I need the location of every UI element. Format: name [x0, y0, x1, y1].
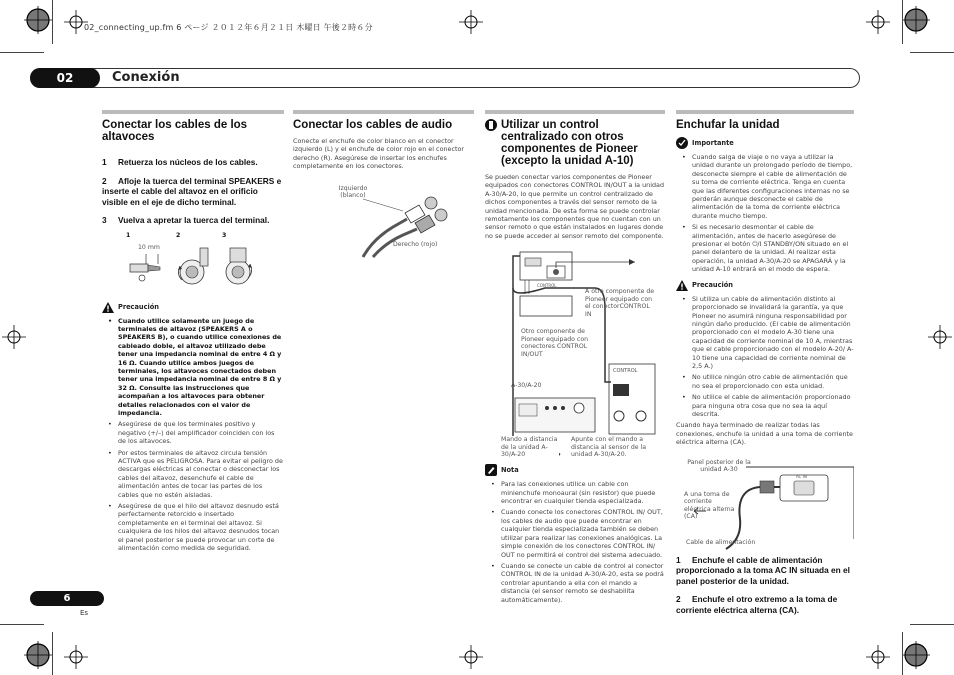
- step-2: 2 Enchufe el otro extremo a la toma de corriente eléctrica alterna (CA).: [676, 594, 838, 615]
- section-speaker-cables: [102, 110, 284, 555]
- fig-label-2: 2: [176, 231, 181, 239]
- section-bar: [485, 110, 665, 114]
- important-icon: [676, 137, 688, 149]
- list-item: • Cuando utilice solamente un juego de terminales de altavoz (SPEAKERS A o SPEAKERS B), o cuando utilice conexiones de cableado doble, el altavoz utilizado debe tener una impedancia nominal de entre 4 Ω y 16 Ω. Cuando utilice ambos juegos de terminales, los altavoces conectados deben tener una impedancia nominal de entre 8 Ω y 32 Ω. Consulte las instrucciones que acompañan a los altavoces para obtener detalles relacionados con el valor de impedancia.: [108, 317, 284, 418]
- caution-heading: Precaución: [102, 302, 284, 313]
- list-item: • Si es necesario desmontar el cable de alimentación, antes de hacerlo asegúrese de presionar el botón ⏻/I STANDBY/ON situado en el panel delantero de la unidad. Al realizar esta operación, la unidad A-30/A-20 se APAGARÁ y la unidad A-10 entrará en el modo de espera.: [682, 223, 854, 273]
- list-item: • Para las conexiones utilice un cable con minienchufe monoaural (sin resistor) que puede encontrar en cualquier tienda especializada.: [491, 480, 665, 505]
- label-power-cable: Cable de alimentación: [686, 538, 756, 546]
- registration-mark-top-left: [24, 6, 52, 34]
- note-icon: [485, 464, 497, 476]
- label-other-component: A otro componente de Pioneer equipado con el conectorCONTROL IN: [585, 288, 655, 318]
- note-heading: Nota: [485, 464, 665, 476]
- remote-control-icon: [485, 119, 497, 131]
- speaker-terminal-illustration: [102, 231, 284, 296]
- crosshair-bottom-left: [64, 645, 88, 669]
- step-2: 2 Afloje la tuerca del terminal SPEAKERS e inserte el cable del altavoz en el orificio visible en el eje de dicho terminal.: [102, 175, 282, 207]
- section-title: Conectar los cables de los altavoces: [102, 119, 248, 143]
- label-ac-in: AC IN: [796, 473, 807, 479]
- fig-label-10mm: 10 mm: [138, 243, 160, 251]
- label-control-panel: CONTROL: [613, 368, 638, 375]
- section-bar: [676, 110, 854, 114]
- page-number: 6: [30, 591, 104, 606]
- rca-plug-illustration: [293, 179, 474, 259]
- list-item: • No utilice el cable de alimentación proporcionado para ninguna otra cosa que no sea la aquí descrita.: [682, 393, 854, 418]
- crop-line: [910, 624, 954, 625]
- list-item: • Asegúrese de que los terminales positivo y negativo (+/–) del amplificador coinciden con los de los altavoces.: [108, 420, 284, 445]
- warning-icon: [102, 302, 114, 313]
- label-aim-remote: Apunte con el mando a distancia al sensor de la unidad A-30/A-20.: [571, 436, 661, 459]
- section-audio-cables: [293, 110, 474, 259]
- crosshair-bottom-center: [459, 645, 483, 669]
- audio-plug-figure: [293, 179, 474, 259]
- section-title: Enchufar la unidad: [676, 119, 780, 131]
- list-item: • Cuando conecte los conectores CONTROL IN/ OUT, los cables de audio que puede encontrar en cualquier tienda especializada también se deben utilizar para realizar las conexiones analógicas. La simple conexión de los conectores CONTROL IN/ OUT no permitirá el control del sistema adecuado.: [491, 508, 665, 558]
- label-left-white: Izquierdo (blanco): [338, 184, 368, 200]
- section-body: Se pueden conectar varios componentes de Pioneer equipados con conectores CONTROL IN/OUT a la unidad A-30/A-20, lo que permite un control centralizado de dichos componentes a través del sensor remoto de la unidad mencionada. De esta forma se puede controlar remotamente los componentes que no cuentan con un sensor remoto o que están instalados en lugares donde no se puede acceder al sensor remoto del componente.: [485, 173, 665, 240]
- fig-label-3: 3: [222, 231, 227, 239]
- crop-line: [0, 52, 44, 53]
- fig-label-1: 1: [126, 231, 131, 239]
- section-plug-in: [676, 110, 854, 623]
- section-title: Conectar los cables de audio: [293, 119, 453, 131]
- label-rear-panel: Panel posterior de la unidad A-30: [687, 458, 751, 474]
- crop-line: [910, 52, 954, 53]
- section-body: Conecte el enchufe de color blanco en el conector izquierdo (L) y el enchufe de color rojo en el conector derecho (R). Asegúrese de insertar los enchufes completamente en los conectores.: [293, 137, 465, 171]
- list-item: • Por estos terminales de altavoz circula tensión ACTIVA que es PELIGROSA. Para evitar el peligro de descargas eléctricas al conectar o desconectar los cables del altavoz, desenchufe el cable de alimentación antes de tocar las partes de los cables que no estén aisladas.: [108, 449, 284, 499]
- crop-line: [52, 632, 53, 675]
- crop-line: [902, 0, 903, 44]
- section-centralized-control: [485, 110, 665, 607]
- step-1: 1 Enchufe el cable de alimentación proporcionado a la toma AC IN situada en el panel posterior de la unidad.: [676, 554, 850, 586]
- list-item: • Cuando salga de viaje o no vaya a utilizar la unidad durante un prolongado período de tiempo, desconecte siempre el cable de alimentación de su toma de corriente eléctrica. Tenga en cuenta que las diferentes configuraciones internas no se perderán aunque desconecte el cable de alimentación de la toma de corriente eléctrica durante mucho tiempo.: [682, 153, 854, 220]
- chapter-number: 02: [30, 68, 100, 88]
- file-header: 02_connecting_up.fm 6 ページ ２０１２年６月２１日 木曜日 午後２時６分: [84, 23, 373, 32]
- crop-line: [52, 0, 53, 44]
- registration-mark-bottom-right: [902, 641, 930, 669]
- crop-line: [902, 632, 903, 675]
- control-connection-figure: [485, 248, 665, 458]
- label-other-component-2: Otro componente de Pioneer equipado con conectores CONTROL IN/OUT: [521, 328, 589, 358]
- section-title: Utilizar un control centralizado con otros componentes de Pioneer (excepto la unidad A-10): [485, 119, 665, 167]
- language-code: Es: [80, 609, 89, 617]
- label-unit: A-30/A-20: [511, 382, 542, 390]
- section-bar: [293, 110, 474, 114]
- crosshair-bottom-right: [866, 645, 890, 669]
- crosshair-left-mid: [2, 325, 26, 349]
- section-bar: [102, 110, 284, 114]
- speaker-terminal-figure: [102, 231, 284, 296]
- crosshair-top-right: [866, 10, 890, 34]
- list-item: • Cuando se conecte un cable de control al conector CONTROL IN de la unidad A-30/A-20, esta se podrá controlar apuntando a ella con el mando a distancia (el sensor remoto se deshabilita automáticamente).: [491, 562, 665, 604]
- registration-mark-bottom-left: [24, 641, 52, 669]
- label-control: CONTROL: [537, 283, 557, 289]
- step-3: 3 Vuelva a apretar la tuerca del terminal.: [102, 215, 270, 225]
- warning-icon: [676, 280, 688, 291]
- label-ac-outlet: A una toma de corriente eléctrica alterna (CA): [684, 490, 735, 521]
- registration-mark-top-right: [902, 6, 930, 34]
- list-item: • Si utiliza un cable de alimentación distinto al proporcionado se invalidará la garantía, ya que Pioneer no asumirá ninguna responsabilidad por ningún daño producido. (El cable de alimentación proporcionado con el modelo A-30 tiene una capacidad de corriente nominal de 10 A, mientras que el cable proporcionado con el modelo A-20/ A-10 tiene una capacidad de corriente nominal de 2,5 A.): [682, 295, 854, 371]
- crosshair-top-center: [459, 10, 483, 34]
- list-item: • Asegúrese de que el hilo del altavoz desnudo está perfectamente retorcido e insertado completamente en el terminal del altavoz. Si cualquiera de los hilos del altavoz desnudos tocan el panel posterior se puede provocar un corte de alimentación como medida de seguridad.: [108, 502, 284, 552]
- label-right-red: Derecho (rojo): [393, 240, 438, 248]
- power-cord-figure: [676, 459, 854, 555]
- caution-heading: Precaución: [676, 280, 854, 291]
- chapter-title: Conexión: [112, 70, 180, 85]
- after-connections-text: Cuando haya terminado de realizar todas las conexiones, enchufe la unidad a una toma de corriente eléctrica alterna (CA).: [676, 421, 853, 447]
- important-heading: Importante: [676, 137, 854, 149]
- label-remote: Mando a distancia de la unidad A-30/A-20: [501, 436, 558, 459]
- step-1: 1 Retuerza los núcleos de los cables.: [102, 157, 258, 167]
- crosshair-right-mid: [928, 325, 952, 349]
- list-item: • No utilice ningún otro cable de alimentación que no sea el proporcionado con esta unidad.: [682, 373, 854, 390]
- crop-line: [0, 624, 44, 625]
